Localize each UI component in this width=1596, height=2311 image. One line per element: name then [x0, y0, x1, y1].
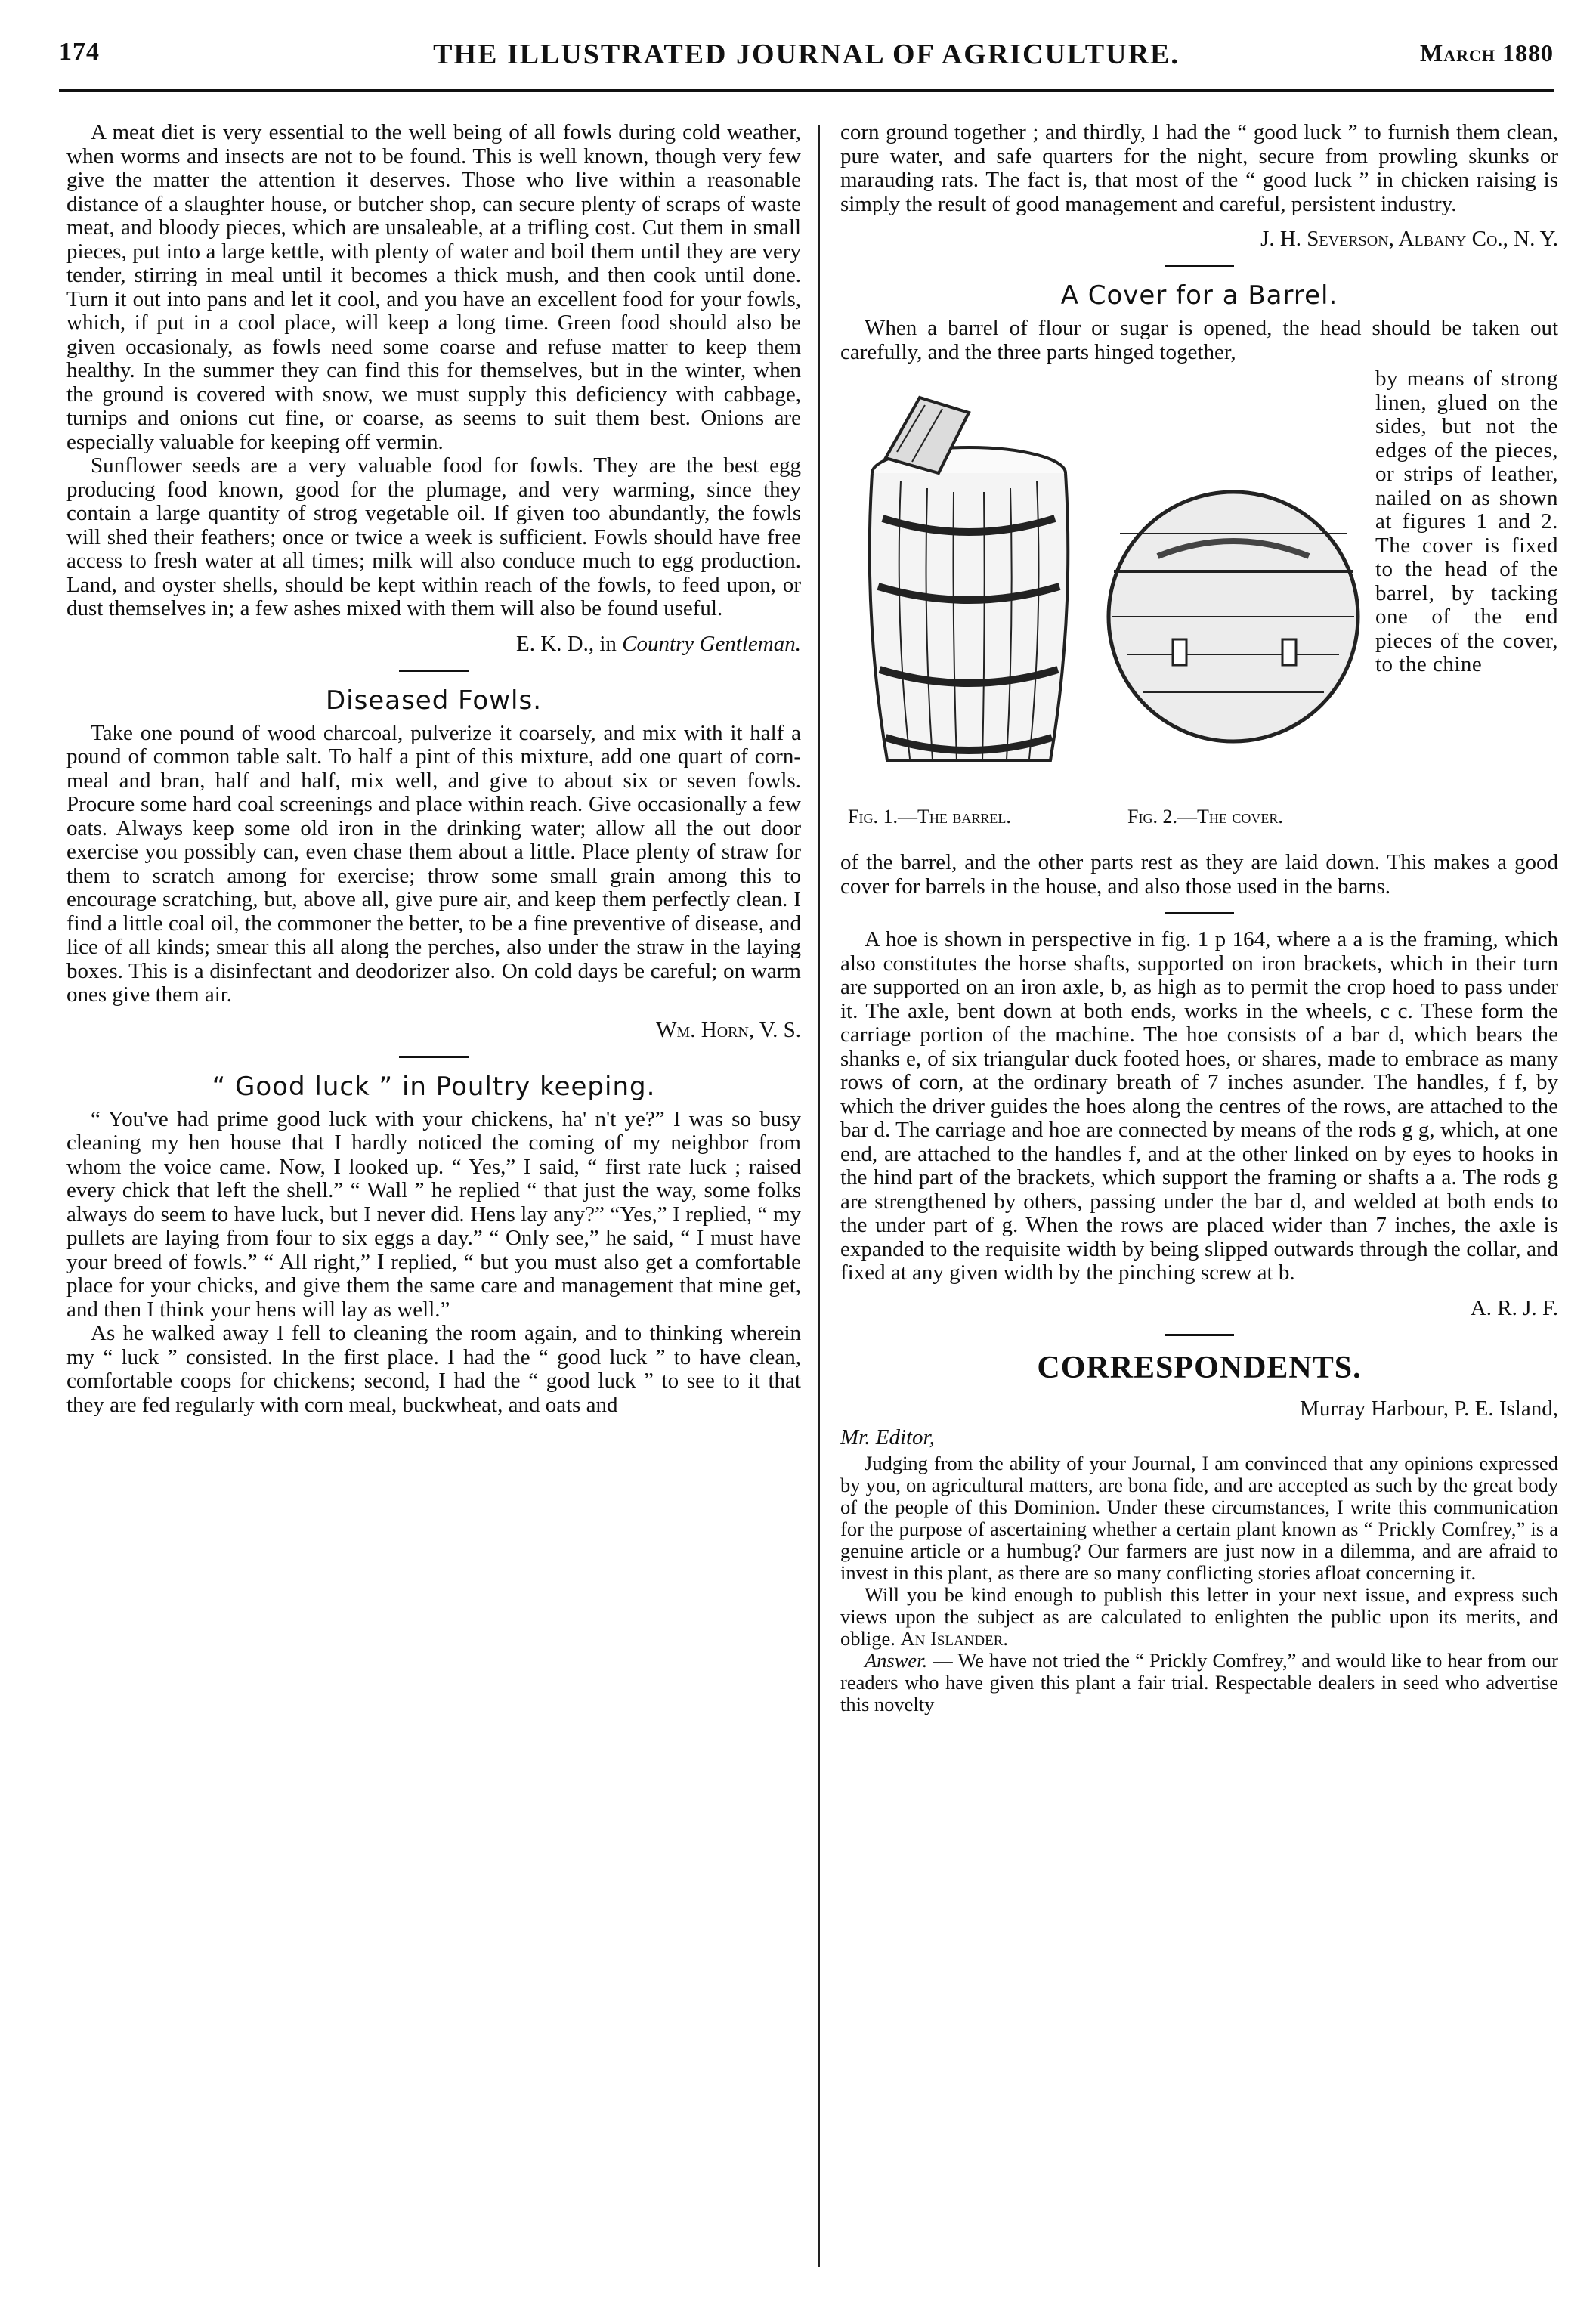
section-rule	[399, 670, 469, 672]
left-column	[66, 121, 801, 2267]
section-rule	[1165, 265, 1234, 267]
letter-paragraph-2-text: Will you be kind enough to publish this letter in your next issue, and express such views upon the subject as are calculated to enlighten the public upon its merits, and oblige.	[840, 1582, 1558, 1650]
journal-title: THE ILLUSTRATED JOURNAL OF AGRICULTURE.	[433, 39, 1180, 70]
diseased-fowls-signature: Wm. Horn, V. S.	[656, 1017, 801, 1042]
right-column	[840, 121, 1558, 2267]
good-luck-continued: corn ground together ; and thirdly, I had the “ good luck ” to furnish them clean, pure water, and safe quarters for the night, secure from prowling skunks or marauding rats. The fact is, that most of the “ good luck ” in chicken raising is simply the result of good management and careful, persistent industry.	[840, 121, 1558, 216]
good-luck-title: “ Good luck ” in Poultry keeping.	[212, 1071, 656, 1102]
sunflower-paragraph: Sunflower seeds are a very valuable food for fowls. They are the best egg producing food known, good for the plumage, and very warming, since they contain a large quantity of strog vegetable oil. If given too abundantly, the fowls will shed their feathers; once or twice a week is sufficient. Fowls should have free access to fresh water at all times; milk will also conduce much to egg production. Land, and oyster shells, should be kept within reach of the fowls, to feed upon, or dust themselves in; a few ashes mixed with them will also be found useful.	[66, 453, 801, 620]
signature-source: Country Gentleman.	[622, 631, 801, 656]
figure-1-caption: Fig. 1.—The barrel.	[848, 806, 1011, 828]
page-number: 174	[59, 38, 100, 66]
header-rule	[59, 89, 1554, 92]
signature-name: E. K. D., in	[516, 631, 617, 656]
barrel-cover-title: A Cover for a Barrel.	[1060, 280, 1338, 311]
correspondents-title: CORRESPONDENTS.	[1037, 1350, 1362, 1385]
hoe-signature: A. R. J. F.	[1470, 1295, 1558, 1320]
correspondent-place: Murray Harbour, P. E. Island,	[1300, 1396, 1558, 1421]
column-divider	[818, 125, 820, 2267]
section-rule	[1165, 1334, 1234, 1336]
issue-date: March 1880	[1420, 39, 1554, 67]
meat-diet-paragraph: A meat diet is very essential to the well being of all fowls during cold weather, when worms and insects are not to be found. This is well known, though very few give the matter the attention it deserves. Those who live within a reasonable distance of a slaughter house, or butcher shop, can secure plenty of scraps of waste meat, and bloody pieces, which are unsaleable, at a trifling cost. Cut them in small pieces, put into a large kettle, with plenty of water and boil them until they are very tender, stirring in meal until it becomes a thick mush, and then cook until done. Turn it out into pans and let it cool, and you have an excellent food for your fowls, which, if put in a cool place, will keep a long time. Green food should also be given occasionaly, as fowls need some coarse and refuse matter to keep them healthy. In the summer they can find this for themselves, but in the winter, when the ground is covered with snow, we must supply this deficiency with cabbage, turnips and onions cut fine, or coarse, as seems to suit them best. Onions are especially valuable for keeping off vermin.	[66, 121, 801, 454]
barrel-illustration	[840, 367, 1369, 790]
good-luck-paragraph-1: “ You've had prime good luck with your chickens, ha' n't ye?” I was so busy cleaning my hen house that I hardly noticed the coming of my neighbor from whom the voice came. Now, I looked up. “ Yes,” I said, “ first rate luck ; raised every chick that left the shell.” “ Wall ” he replied “ that just the way, some folks always do seem to have luck, but I never did. Hens lay any?” “Yes,” I replied, “ my pullets are laying from four to six eggs a day.” “ Only see,” he said, “ I must have your breed of fowls.” “ All right,” I replied, “ but you must also get a comfortable place for your chicks, and give them the same care and management that mine get, and then I think your hens will lay as well.”	[66, 1106, 801, 1322]
letter-signature: An Islander.	[900, 1626, 1009, 1650]
letter-paragraph-2	[840, 1584, 1558, 1650]
meat-article-signature	[66, 632, 801, 656]
diseased-fowls-title: Diseased Fowls.	[325, 685, 543, 716]
correspondent-letter	[840, 1452, 1558, 1715]
good-luck-signature: J. H. Severson, Albany Co., N. Y.	[1260, 227, 1558, 251]
barrel-continued: of the barrel, and the other parts rest as they are laid down. This makes a good cover for barrels in the house, and also those used in the barns.	[840, 850, 1558, 899]
figure-2-caption: Fig. 2.—The cover.	[1127, 806, 1283, 828]
diseased-fowls-paragraph: Take one pound of wood charcoal, pulverize it coarsely, and mix with it half a pound of common table salt. To half a pint of this mixture, add one quart of corn-meal and bran, half and half, mix well, and give to about six or seven fowls. Procure some hard coal screenings and place within reach. Give occasionally a few oats. Always keep some old iron in the drinking water; allow all the out door exercise you possibly can, even chase them about a little. Place plenty of straw for them to scratch among for exercise; throw some small grain among this to encourage scratching, but, above all, give pure air, and keep them perfectly clean. I find a little coal oil, the commoner the better, to be a fine preventive of disease, and lice of all kinds; smear this all along the perches, also under the straw in the laying boxes. This is a disinfectant and deodorizer also. On cold days be careful; on warm ones give them air.	[66, 720, 801, 1007]
good-luck-paragraph-2: As he walked away I fell to cleaning the room again, and to thinking wherein my “ luck ” consisted. In the first place. I had the “ good luck ” to have clean, comfortable coops for chickens; second, I had the “ good luck ” to see to it that they are fed regularly with corn meal, buckwheat, and oats and	[66, 1321, 801, 1417]
letter-paragraph-1: Judging from the ability of your Journal, I am convinced that any opinions expressed by you, on agricultural matters, are bona fide, and are accepted as such by the great body of the people of this Dominion. Under these circumstances, I write this communication for the purpose of ascertaining whether a certain plant known as “ Prickly Comfrey,” is a genuine article or a humbug? Our farmers are just now in a dilemma, and are afraid to invest in this plant, as there are so many conflicting stories afloat concerning it.	[840, 1451, 1558, 1584]
barrel-side-text: by means of strong linen, glued on the sides, but not the edges of the pieces, or strips of leather, nailed on as shown at figures 1 and 2. The cover is fixed to the head of the barrel, by tacking one of the end pieces of the cover, to the chine	[1375, 367, 1558, 676]
section-rule	[1165, 912, 1234, 914]
cover-figure	[1109, 492, 1358, 741]
salutation: Mr. Editor,	[840, 1425, 935, 1449]
answer-label: Answer.	[865, 1648, 928, 1672]
barrel-intro-paragraph: When a barrel of flour or sugar is opened, the head should be taken out carefully, and the three parts hinged together,	[840, 316, 1558, 364]
page-header	[59, 38, 1554, 83]
barrel-figure	[870, 398, 1069, 762]
answer-paragraph	[840, 1650, 1558, 1715]
barrel-figures	[840, 367, 1558, 851]
answer-text: — We have not tried the “ Prickly Comfrey,” and would like to hear from our readers who have given this plant a fair trial. Respectable dealers in seed who advertise this novelty	[840, 1648, 1558, 1715]
section-rule	[399, 1056, 469, 1058]
hoe-paragraph: A hoe is shown in perspective in fig. 1 p 164, where a a is the framing, which also constitutes the horse shafts, supported on iron brackets, which in their turn are supported on an iron axle, b, as high as to permit the crop hoed to pass under it. The axle, bent down at both ends, works in the wheels, c c. These form the carriage portion of the machine. The hoe consists of a bar d, which bears the shanks e, of six triangular duck footed hoes, or shares, made to embrace as many rows of corn, at the ordinary breath of 7 inches asunder. The handles, f f, by which the driver guides the hoes along the centres of the rows, are attached to the bar d. The carriage and hoe are connected by means of the rods g g, which, at one end, are attached to the handles f, and at the other linked on by eyes to hooks in the hind part of the brackets, which support the framing or shafts a a. The rods g are strengthened by others, passing under the bar d, and welded at both ends to the under part of g. When the rows are placed wider than 7 inches, the axle is expanded to the requisite width by being slipped outwards through the collar, and fixed at any given width by the pinching screw at b.	[840, 927, 1558, 1285]
